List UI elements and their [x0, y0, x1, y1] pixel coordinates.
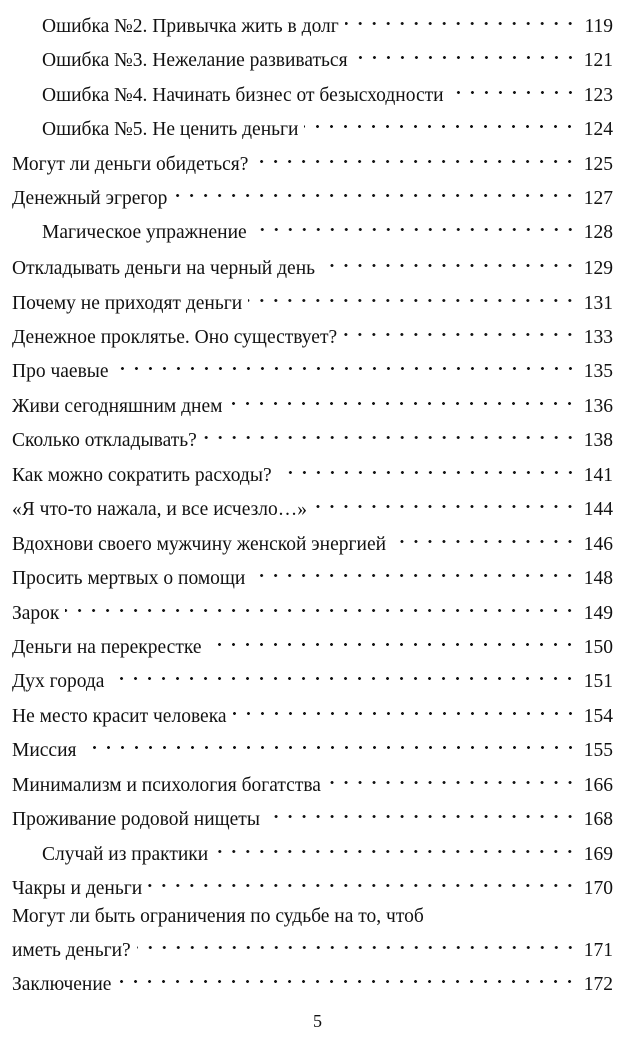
dot-leader	[137, 930, 583, 956]
toc-entry-title: Живи сегодняшним днем	[12, 396, 223, 417]
toc-entry	[12, 558, 613, 592]
dot-leader	[450, 75, 583, 101]
toc-entry-page: 172	[583, 974, 613, 995]
toc-entry-page: 129	[583, 258, 613, 279]
toc-entry-page: 138	[583, 430, 613, 451]
dot-leader	[203, 420, 583, 446]
dot-leader	[278, 455, 583, 481]
dot-leader	[233, 696, 583, 722]
toc-entry-page: 123	[583, 85, 613, 106]
toc-entry-title: Деньги на перекрестке	[12, 637, 202, 658]
dot-leader	[248, 283, 583, 309]
dot-leader	[354, 40, 583, 66]
toc-entry	[12, 317, 613, 351]
toc-entry-page: 166	[583, 775, 613, 796]
toc-entry-title: Как можно сократить расходы?	[12, 465, 272, 486]
toc-entry	[12, 109, 613, 143]
toc-entry	[12, 964, 613, 998]
toc-entry-title: Сколько откладывать?	[12, 430, 197, 451]
toc-entry	[12, 248, 613, 282]
toc-entry-title: Случай из практики	[42, 844, 209, 865]
dot-leader	[313, 489, 583, 515]
toc-entry-title: Откладывать деньги на черный день	[12, 258, 316, 279]
dot-leader	[115, 351, 583, 377]
dot-leader	[173, 178, 583, 204]
toc-entry-page: 128	[583, 222, 613, 243]
toc-entry	[12, 627, 613, 661]
toc-entry	[12, 6, 613, 40]
toc-entry-title: Почему не приходят деньги	[12, 293, 243, 314]
toc-entry-page: 169	[583, 844, 613, 865]
toc-entry-title: Зарок	[12, 603, 60, 624]
dot-leader	[327, 765, 583, 791]
dot-leader	[304, 109, 583, 135]
dot-leader	[214, 834, 583, 860]
toc-entry-page: 146	[583, 534, 613, 555]
toc-entry	[12, 283, 613, 317]
toc-entry	[12, 144, 613, 178]
toc-entry-title: Ошибка №4. Начинать бизнес от безысходности	[42, 85, 444, 106]
toc-entry	[12, 75, 613, 109]
toc-entry-title: Заключение	[12, 974, 112, 995]
toc-entry	[12, 386, 613, 420]
toc-entry	[12, 212, 613, 246]
dot-leader	[254, 144, 583, 170]
toc-entry	[12, 834, 613, 868]
dot-leader	[345, 6, 583, 32]
toc-entry	[12, 178, 613, 212]
toc-entry	[12, 799, 613, 833]
toc-entry-page: 150	[583, 637, 613, 658]
toc-entry	[12, 455, 613, 489]
toc-entry-title: Могут ли деньги обидеться?	[12, 154, 249, 175]
dot-leader	[228, 386, 583, 412]
toc-entry-title: Просить мертвых о помощи	[12, 568, 246, 589]
toc-entry-title: Вдохнови своего мужчину женской энергией	[12, 534, 387, 555]
toc-entry	[12, 661, 613, 695]
toc-entry-title: «Я что-то нажала, и все исчезло…»	[12, 499, 308, 520]
toc-entry-title: Денежное проклятье. Оно существует?	[12, 327, 338, 348]
toc-entry-page: 171	[583, 940, 613, 961]
toc-entry	[12, 730, 613, 764]
toc-entry-page: 141	[583, 465, 613, 486]
dot-leader	[321, 248, 583, 274]
toc-entry-page: 148	[583, 568, 613, 589]
toc-entry-page: 149	[583, 603, 613, 624]
dot-leader	[253, 212, 583, 238]
dot-leader	[117, 964, 583, 990]
toc-entry	[12, 420, 613, 454]
page-number: 5	[313, 1011, 322, 1031]
dot-leader	[148, 868, 583, 894]
toc-entry-title: Ошибка №2. Привычка жить в долг	[42, 16, 339, 37]
toc-entry-title: Ошибка №5. Не ценить деньги	[42, 119, 299, 140]
toc-entry-title: Дух города	[12, 671, 105, 692]
toc-entry-page: 125	[583, 154, 613, 175]
toc-entry-title: Чакры и деньги	[12, 878, 143, 899]
toc-entry-page: 131	[583, 293, 613, 314]
dot-leader	[110, 661, 583, 687]
dot-leader	[65, 593, 583, 619]
toc-entry-page: 136	[583, 396, 613, 417]
toc-entry	[12, 489, 613, 523]
toc-entry	[12, 524, 613, 558]
toc-entry-page: 127	[583, 188, 613, 209]
toc-entry-title: Могут ли быть ограничения по судьбе на то, чтоб	[12, 906, 424, 927]
toc-entry-page: 121	[583, 50, 613, 71]
toc-entry-page: 155	[583, 740, 613, 761]
toc-entry-title: Проживание родовой нищеты	[12, 809, 260, 830]
toc-entry-page: 124	[583, 119, 613, 140]
toc-entry-page: 170	[583, 878, 613, 899]
toc-entry-title: Миссия	[12, 740, 77, 761]
toc-entry	[12, 765, 613, 799]
toc-entry-title-continued: иметь деньги?	[12, 940, 131, 961]
toc-entry	[12, 593, 613, 627]
toc-entry	[12, 351, 613, 385]
toc-entry-title: Магическое упражнение	[42, 222, 247, 243]
toc-entry-title: Про чаевые	[12, 361, 109, 382]
dot-leader	[266, 799, 583, 825]
dot-leader	[207, 627, 583, 653]
toc-entry	[12, 868, 613, 902]
toc-entry-title: Минимализм и психология богатства	[12, 775, 321, 796]
toc-entry	[12, 696, 613, 730]
dot-leader	[83, 730, 584, 756]
toc-entry-page: 133	[583, 327, 613, 348]
toc-entry-title: Ошибка №3. Нежелание развиваться	[42, 50, 348, 71]
toc-entry-multiline	[12, 904, 613, 964]
toc-entry-page: 151	[583, 671, 613, 692]
toc-entry-page: 119	[584, 16, 613, 37]
toc-entry-title: Не место красит человека	[12, 706, 227, 727]
dot-leader	[392, 524, 583, 550]
toc-entry	[12, 40, 613, 74]
toc-entry-page: 154	[583, 706, 613, 727]
dot-leader	[251, 558, 583, 584]
toc-entry-page: 135	[583, 361, 613, 382]
dot-leader	[343, 317, 583, 343]
toc-entry-page: 168	[583, 809, 613, 830]
toc-entry-title: Денежный эгрегор	[12, 188, 168, 209]
toc-entry-page: 144	[583, 499, 613, 520]
